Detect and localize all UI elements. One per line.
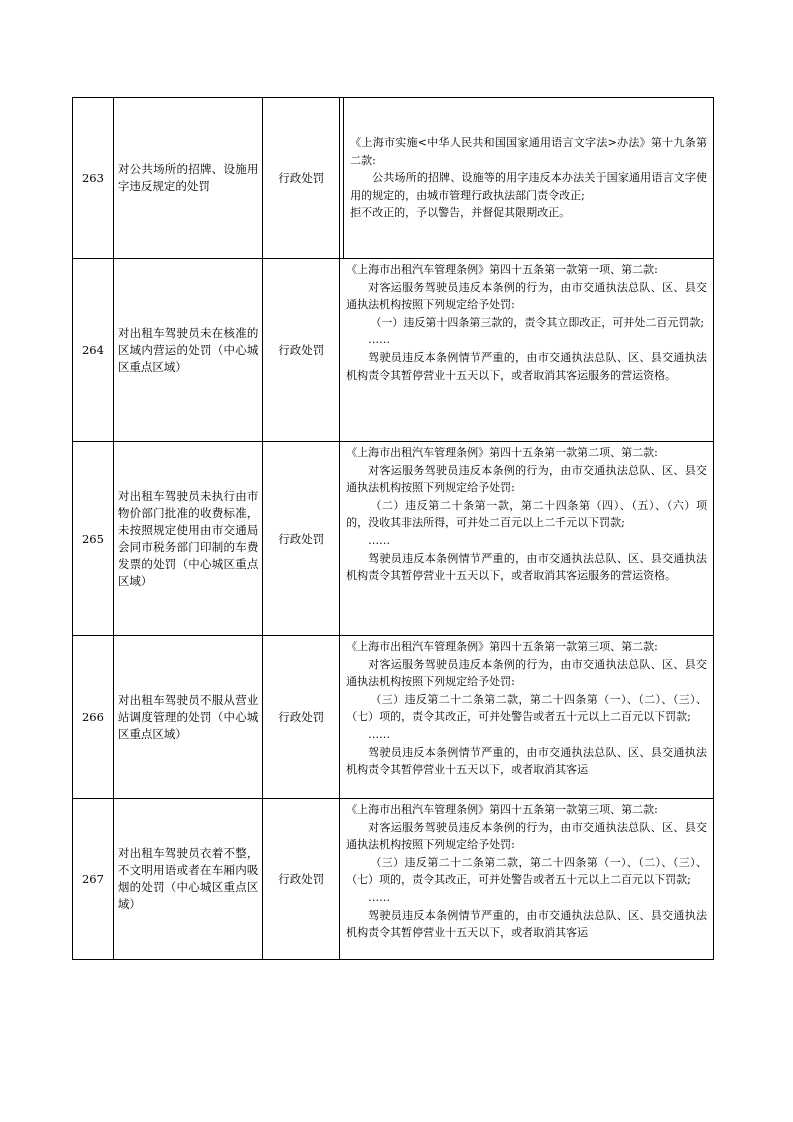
item-name-text: 对出租车驾驶员未在核准的区域内营运的处罚（中心城区重点区域） [117, 325, 259, 374]
item-name [114, 98, 264, 258]
legal-basis [343, 98, 713, 258]
basis-intro: 对客运服务驾驶员违反本条例的行为，由市交通执法总队、区、县交通执法机构按照下列规定给予处罚: [346, 820, 707, 852]
row-number: 263 [73, 98, 114, 258]
table-row [73, 636, 713, 799]
basis-clause: （三）违反第二十二条第二款，第二十四条第（一）、（二）、（三）、（七）项的，责令其改正，可并处警告或者五十元以上二百元以下罚款; [346, 855, 707, 887]
basis-ellipsis: …… [368, 333, 391, 347]
basis-tail: 驾驶员违反本条例情节严重的，由市交通执法总队、区、县交通执法机构责令其暂停营业十五天以下，或者取消其客运服务的营运资格。 [346, 551, 707, 583]
basis-clause: （二）违反第二十条第一款，第二十四条第（四）、（五）、（六）项的，没收其非法所得，可并处二百元以上二千元以下罚款; [346, 498, 707, 530]
basis-title: 《上海市出租汽车管理条例》第四十五条第一款第二项、第二款: [346, 446, 658, 459]
basis-ellipsis: …… [368, 727, 391, 741]
item-category: 行政处罚 [263, 636, 340, 798]
legal-basis [340, 259, 713, 441]
table-row [73, 442, 713, 636]
basis-ellipsis: …… [368, 533, 391, 547]
row-number: 267 [73, 799, 114, 959]
basis-title: 《上海市出租汽车管理条例》第四十五条第一款第一项、第二款: [346, 263, 658, 276]
legal-basis [340, 442, 713, 635]
item-name-text: 对出租车驾驶员未执行由市物价部门批准的收费标准，未按照规定使用由市交通局会同市税务部门印制的车费发票的处罚（中心城区重点区域） [117, 488, 259, 588]
basis-title: 《上海市实施<中华人民共和国国家通用语言文字法>办法》第十九条第二款: [350, 136, 707, 167]
basis-clause: （三）违反第二十二条第二款，第二十四条第（一）、（二）、（三）、（七）项的，责令其改正，可并处警告或者五十元以上二百元以下罚款; [346, 692, 707, 724]
item-category: 行政处罚 [263, 259, 340, 441]
basis-tail: 驾驶员违反本条例情节严重的，由市交通执法总队、区、县交通执法机构责令其暂停营业十五天以下，或者取消其客运 [346, 908, 707, 940]
row-number: 266 [73, 636, 114, 798]
basis-intro: 对客运服务驾驶员违反本条例的行为，由市交通执法总队、区、县交通执法机构按照下列规定给予处罚: [346, 657, 707, 689]
basis-clause: （一）违反第十四条第三款的，责令其立即改正，可并处二百元罚款; [370, 315, 705, 329]
table-row [73, 259, 713, 442]
item-name-text: 对出租车驾驶员衣着不整，不文明用语或者在车厢内吸烟的处罚（中心城区重点区域） [117, 846, 259, 911]
legal-basis [340, 799, 713, 959]
basis-tail: 驾驶员违反本条例情节严重的，由市交通执法总队、区、县交通执法机构责令其暂停营业十五天以下，或者取消其客运 [346, 745, 707, 777]
item-name [114, 636, 264, 798]
item-category: 行政处罚 [263, 442, 340, 635]
basis-title: 《上海市出租汽车管理条例》第四十五条第一款第三项、第二款: [346, 803, 658, 816]
legal-basis [340, 636, 713, 798]
basis-paragraph: 拒不改正的，予以警告，并督促其限期改正。 [350, 206, 571, 220]
item-category: 行政处罚 [263, 799, 340, 959]
basis-paragraph: 公共场所的招牌、设施等的用字违反本办法关于国家通用语言文字使用的规定的，由城市管理行政执法部门责令改正; [350, 171, 707, 202]
basis-intro: 对客运服务驾驶员违反本条例的行为，由市交通执法总队、区、县交通执法机构按照下列规定给予处罚: [346, 463, 707, 495]
item-name [114, 259, 264, 441]
item-name [114, 799, 264, 959]
basis-ellipsis: …… [368, 890, 391, 904]
row-number: 264 [73, 259, 114, 441]
table-row [73, 98, 713, 259]
basis-intro: 对客运服务驾驶员违反本条例的行为，由市交通执法总队、区、县交通执法机构按照下列规定给予处罚: [346, 280, 707, 312]
table-row [73, 799, 713, 959]
item-name-text: 对出租车驾驶员不服从营业站调度管理的处罚（中心城区重点区域） [117, 692, 259, 741]
item-name [114, 442, 264, 635]
basis-tail: 驾驶员违反本条例情节严重的，由市交通执法总队、区、县交通执法机构责令其暂停营业十五天以下，或者取消其客运服务的营运资格。 [346, 350, 707, 382]
basis-title: 《上海市出租汽车管理条例》第四十五条第一款第三项、第二款: [346, 640, 658, 653]
item-category: 行政处罚 [263, 98, 340, 258]
regulation-table [72, 97, 714, 960]
row-number: 265 [73, 442, 114, 635]
item-name-text: 对公共场所的招牌、设施用字违反规定的处罚 [117, 162, 259, 193]
